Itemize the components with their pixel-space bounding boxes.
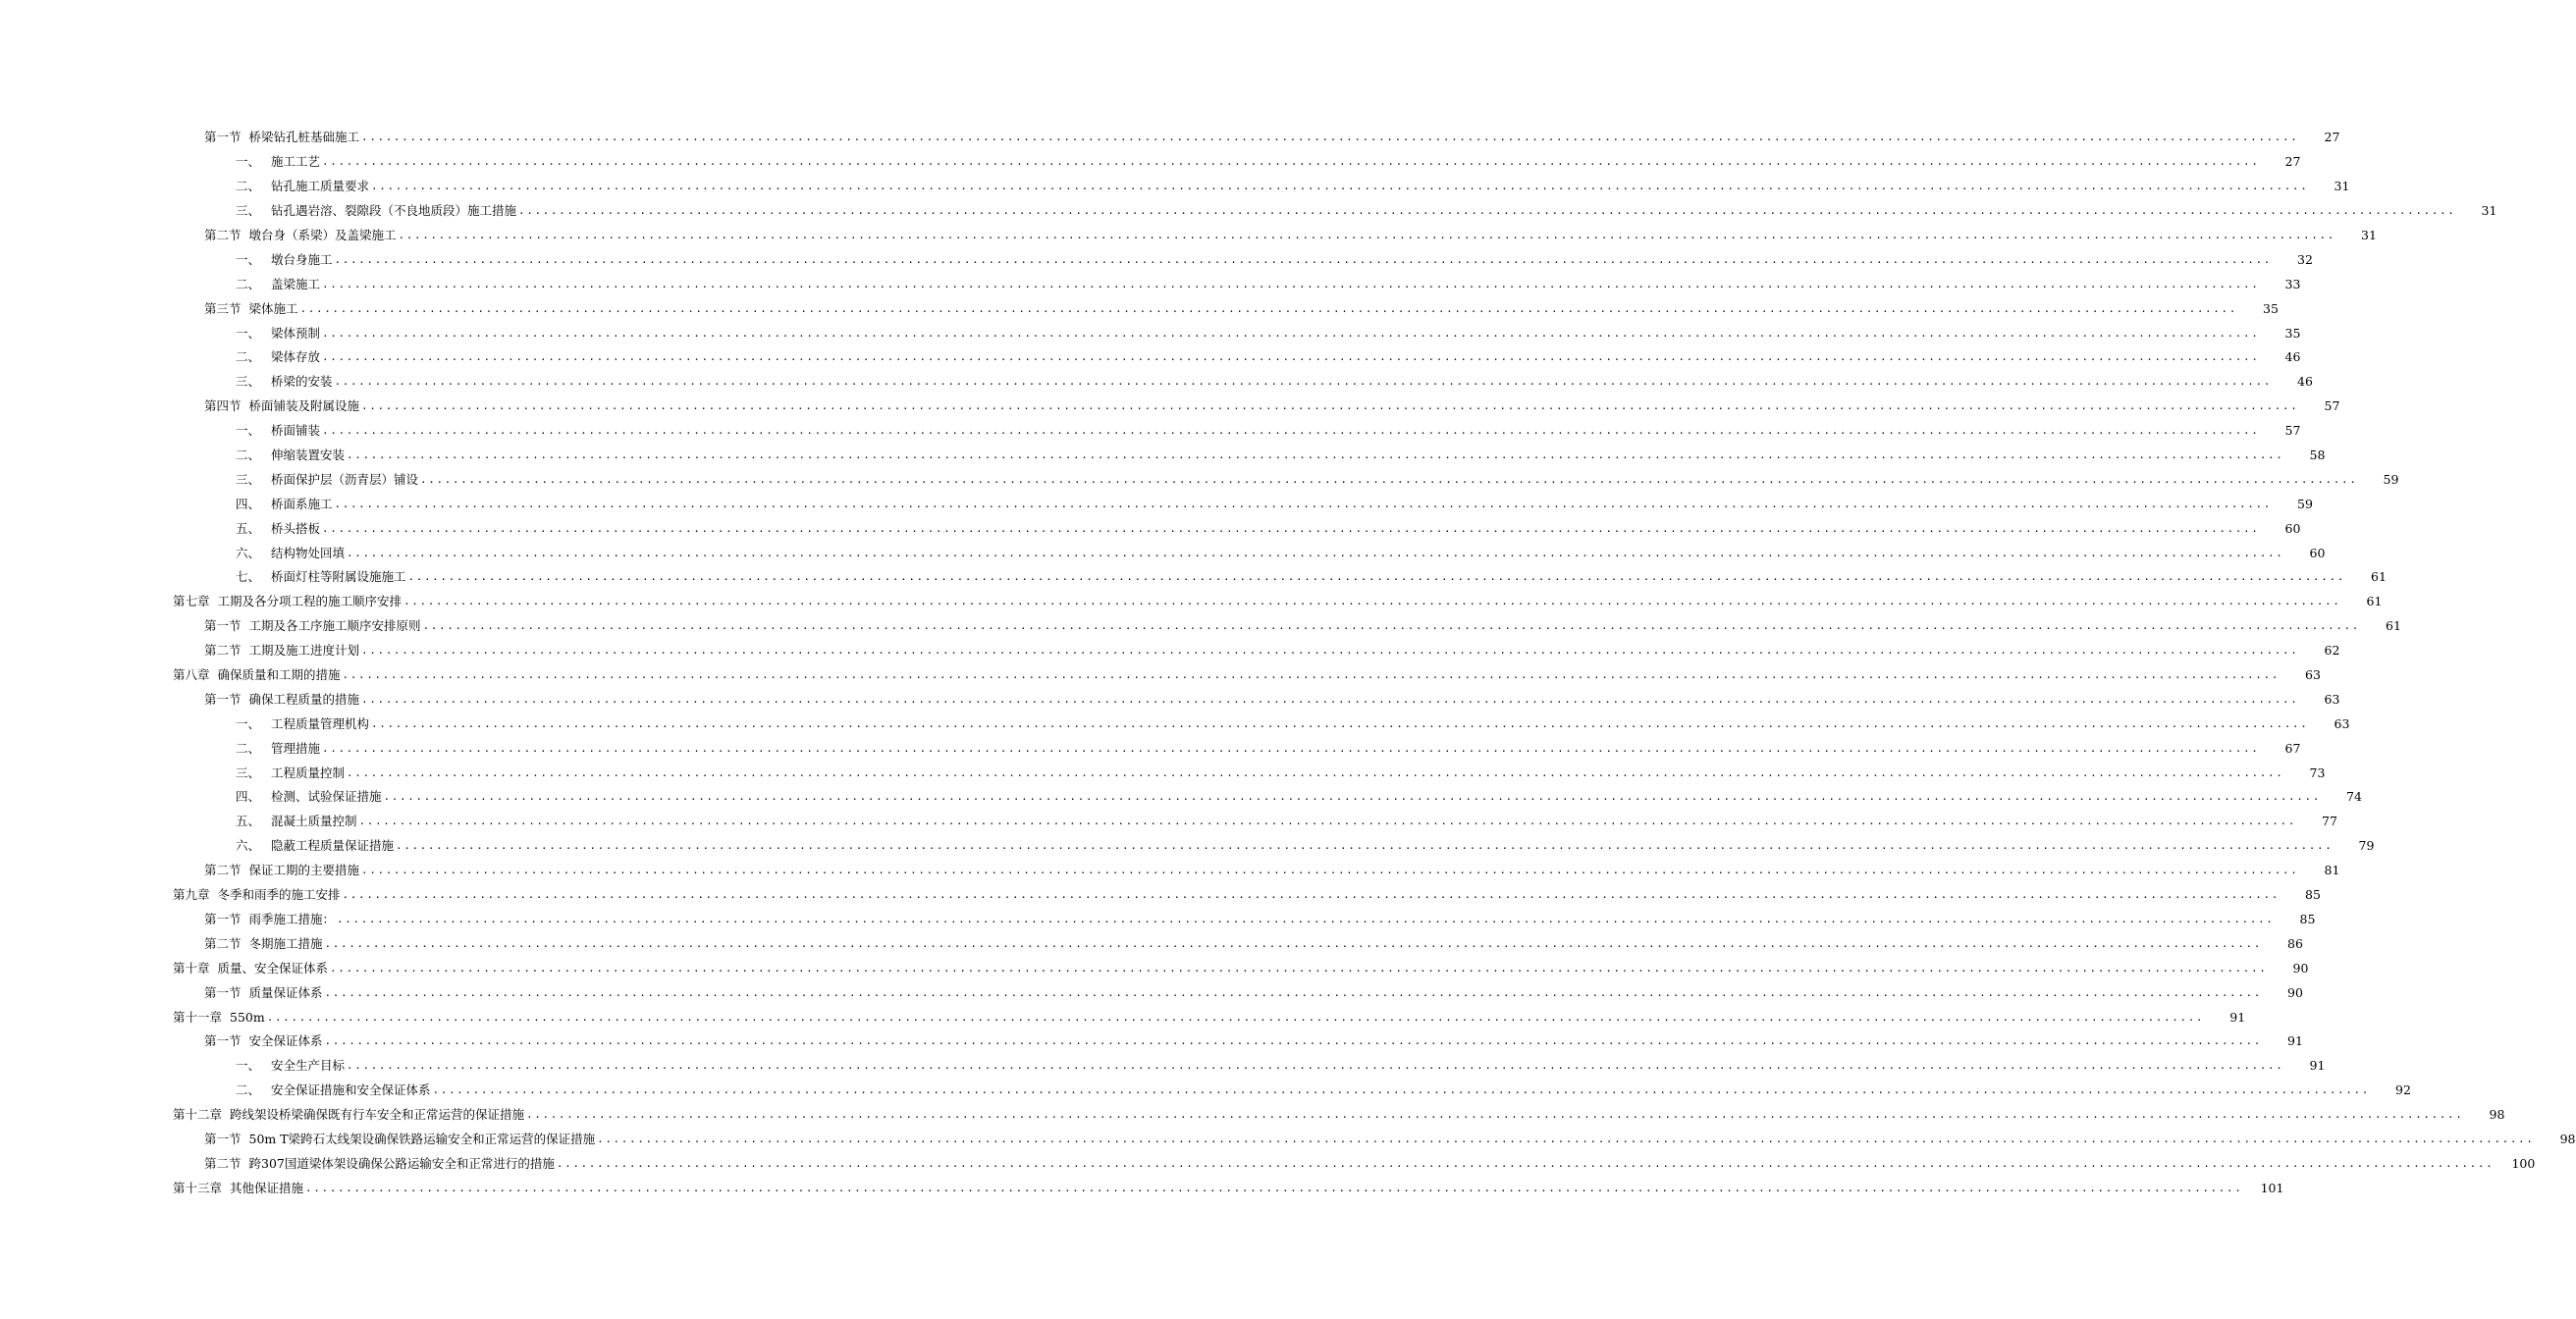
toc-entry[interactable] xyxy=(0,565,2387,590)
dot-leader: ................................................................................................................................................................................................................................................ xyxy=(403,595,2341,608)
toc-entry-number: 第一节 xyxy=(204,618,242,634)
toc-entry-title: 混凝土质量控制 xyxy=(271,814,357,829)
dot-leader: ................................................................................................................................................................................................................................................ xyxy=(324,1034,2262,1048)
toc-entry[interactable] xyxy=(0,492,2313,516)
toc-entry-title: 冬季和雨季的施工安排 xyxy=(217,887,341,903)
toc-entry-page: 74 xyxy=(2346,789,2362,805)
toc-entry-number: 一、 xyxy=(236,251,261,267)
dot-leader: ................................................................................................................................................................................................................................................ xyxy=(347,765,2284,779)
dot-leader: ................................................................................................................................................................................................................................................ xyxy=(396,839,2334,853)
toc-entry-title: 550m xyxy=(230,1009,265,1025)
toc-entry-title: 安全保证措施和安全保证体系 xyxy=(271,1082,431,1098)
dot-leader: ................................................................................................................................................................................................................................................ xyxy=(432,1083,2370,1097)
toc-entry[interactable] xyxy=(0,224,2377,248)
toc-entry-title: 钻孔施工质量要求 xyxy=(271,179,370,194)
toc-entry-title: 结构物处回填 xyxy=(271,545,346,560)
dot-leader: ................................................................................................................................................................................................................................................ xyxy=(347,1059,2284,1073)
toc-entry-page: 57 xyxy=(2284,423,2301,439)
toc-entry-title: 跨307国道梁体架设确保公路运输安全和正常进行的措施 xyxy=(248,1155,555,1171)
toc-entry-title: 钻孔遇岩溶、裂隙段（不良地质段）施工措施 xyxy=(271,203,517,219)
toc-entry[interactable] xyxy=(0,296,2279,321)
toc-entry-page: 59 xyxy=(2383,471,2399,487)
toc-entry[interactable] xyxy=(0,614,2401,639)
toc-entry-number: 第三节 xyxy=(204,300,242,316)
toc-entry-number: 二、 xyxy=(236,1082,261,1098)
dot-leader: ................................................................................................................................................................................................................................................ xyxy=(398,229,2335,241)
toc-entry-number: 第一节 xyxy=(204,1033,242,1049)
toc-entry[interactable] xyxy=(0,712,2350,736)
toc-entry-title: 工程质量管理机构 xyxy=(271,715,370,731)
dot-leader: ................................................................................................................................................................................................................................................ xyxy=(334,252,2272,266)
toc-entry-title: 桥面铺装及附属设施 xyxy=(248,398,360,414)
toc-entry-title: 雨季施工措施： xyxy=(248,911,336,926)
dot-leader: ................................................................................................................................................................................................................................................ xyxy=(383,790,2321,804)
toc-entry[interactable] xyxy=(0,370,2313,395)
dot-leader: ................................................................................................................................................................................................................................................ xyxy=(322,350,2260,364)
toc-entry-number: 第十二章 xyxy=(173,1107,223,1123)
toc-entry-page: 59 xyxy=(2297,496,2313,511)
toc-entry-page: 63 xyxy=(2334,715,2350,731)
toc-entry-number: 第一节 xyxy=(204,984,242,1000)
toc-entry-title: 安全生产目标 xyxy=(271,1058,346,1074)
dot-leader: ................................................................................................................................................................................................................................................ xyxy=(361,692,2299,706)
toc-entry-number: 第九章 xyxy=(173,887,210,903)
toc-entry-number: 一、 xyxy=(236,1058,261,1074)
toc-entry-page: 46 xyxy=(2297,374,2313,390)
toc-entry-page: 27 xyxy=(2284,154,2301,170)
toc-entry-title: 确保工程质量的措施 xyxy=(248,691,360,707)
toc-entry-page: 60 xyxy=(2309,545,2326,560)
toc-entry[interactable] xyxy=(0,687,2340,712)
toc-entry-number: 第一节 xyxy=(204,691,242,707)
toc-entry-page: 35 xyxy=(2263,300,2279,316)
toc-entry-page: 27 xyxy=(2324,130,2340,145)
toc-entry-title: 盖梁施工 xyxy=(271,276,321,291)
toc-entry-title: 桥梁钻孔桩基础施工 xyxy=(248,130,360,145)
toc-entry-page: 81 xyxy=(2324,863,2340,878)
dot-leader: ................................................................................................................................................................................................................................................ xyxy=(347,546,2284,559)
toc-entry-page: 85 xyxy=(2305,887,2321,903)
toc-entry[interactable] xyxy=(0,956,2309,980)
toc-entry-page: 91 xyxy=(2309,1058,2326,1074)
toc-entry-number: 第二节 xyxy=(204,643,242,659)
toc-entry-number: 六、 xyxy=(236,545,261,560)
toc-entry-number: 第十三章 xyxy=(173,1180,223,1195)
toc-entry-page: 31 xyxy=(2481,203,2497,219)
dot-leader: ................................................................................................................................................................................................................................................ xyxy=(597,1132,2535,1145)
toc-entry-title: 桥面系施工 xyxy=(271,496,333,511)
toc-entry-page: 58 xyxy=(2309,448,2326,463)
toc-entry-number: 第十章 xyxy=(173,960,210,976)
toc-entry-page: 92 xyxy=(2395,1082,2411,1098)
dot-leader: ................................................................................................................................................................................................................................................ xyxy=(518,204,2456,218)
toc-entry-page: 90 xyxy=(2292,960,2309,976)
dot-leader: ................................................................................................................................................................................................................................................ xyxy=(526,1108,2464,1122)
toc-entry-title: 跨线架设桥梁确保既有行车安全和正常运营的保证措施 xyxy=(230,1107,525,1123)
toc-entry[interactable] xyxy=(0,467,2399,492)
toc-entry-number: 第一节 xyxy=(204,911,242,926)
toc-entry-title: 质量、安全保证体系 xyxy=(217,960,329,976)
toc-entry-page: 77 xyxy=(2322,814,2337,829)
toc-entry-page: 61 xyxy=(2371,569,2387,585)
toc-entry[interactable] xyxy=(0,1103,2505,1128)
dot-leader: ................................................................................................................................................................................................................................................ xyxy=(361,644,2299,658)
toc-entry-number: 三、 xyxy=(236,765,261,780)
toc-entry-title: 安全保证体系 xyxy=(248,1033,323,1049)
toc-entry-title: 工期及各工序施工顺序安排原则 xyxy=(248,618,421,634)
toc-entry[interactable] xyxy=(0,663,2321,688)
toc-entry[interactable] xyxy=(0,980,2303,1005)
toc-entry-title: 确保质量和工期的措施 xyxy=(217,667,341,683)
toc-entry-number: 三、 xyxy=(236,203,261,219)
dot-leader: ................................................................................................................................................................................................................................................ xyxy=(371,716,2309,730)
toc-entry-number: 第八章 xyxy=(173,667,210,683)
toc-entry-page: 86 xyxy=(2287,935,2303,951)
dot-leader: ................................................................................................................................................................................................................................................ xyxy=(322,155,2260,169)
toc-entry-page: 79 xyxy=(2358,838,2375,854)
toc-entry-page: 61 xyxy=(2386,618,2401,634)
toc-entry[interactable] xyxy=(0,126,2340,150)
toc-entry-number: 一、 xyxy=(236,715,261,731)
toc-entry-page: 46 xyxy=(2284,349,2301,365)
toc-entry-title: 保证工期的主要措施 xyxy=(248,863,360,878)
toc-entry-page: 60 xyxy=(2284,520,2301,536)
toc-entry-title: 管理措施 xyxy=(271,740,321,756)
toc-entry-title: 梁体存放 xyxy=(271,349,321,365)
dot-leader: ................................................................................................................................................................................................................................................ xyxy=(371,180,2309,193)
dot-leader: ................................................................................................................................................................................................................................................ xyxy=(556,1156,2495,1170)
dot-leader: ................................................................................................................................................................................................................................................ xyxy=(361,864,2299,877)
table-of-contents xyxy=(0,126,2576,1200)
dot-leader: ................................................................................................................................................................................................................................................ xyxy=(322,521,2260,535)
toc-entry-title: 工期及各分项工程的施工顺序安排 xyxy=(217,594,402,609)
toc-entry-title: 冬期施工措施 xyxy=(248,935,323,951)
toc-entry-page: 90 xyxy=(2287,984,2303,1000)
toc-entry-number: 第一节 xyxy=(204,130,242,145)
toc-entry[interactable] xyxy=(0,1029,2303,1054)
dot-leader: ................................................................................................................................................................................................................................................ xyxy=(299,301,2237,315)
toc-entry[interactable] xyxy=(0,761,2326,785)
toc-entry-title: 桥头搭板 xyxy=(271,520,321,536)
toc-entry[interactable] xyxy=(0,1005,2246,1029)
dot-leader: ................................................................................................................................................................................................................................................ xyxy=(322,741,2260,755)
toc-entry[interactable] xyxy=(0,272,2301,296)
toc-entry-number: 二、 xyxy=(236,448,261,463)
toc-entry-number: 三、 xyxy=(236,374,261,390)
toc-entry-title: 检测、试验保证措施 xyxy=(271,789,382,805)
dot-leader: ................................................................................................................................................................................................................................................ xyxy=(420,472,2358,486)
toc-entry[interactable] xyxy=(0,1151,2536,1176)
toc-entry[interactable] xyxy=(0,1176,2284,1200)
toc-entry[interactable] xyxy=(0,150,2301,175)
toc-entry-number: 第十一章 xyxy=(173,1009,223,1025)
dot-leader: ................................................................................................................................................................................................................................................ xyxy=(337,912,2275,925)
dot-leader: ................................................................................................................................................................................................................................................ xyxy=(334,497,2272,510)
toc-entry[interactable] xyxy=(0,859,2340,883)
dot-leader: ................................................................................................................................................................................................................................................ xyxy=(324,936,2262,950)
toc-entry-title: 桥梁的安装 xyxy=(271,374,333,390)
toc-entry-title: 桥面保护层（沥青层）铺设 xyxy=(271,471,419,487)
toc-entry[interactable] xyxy=(0,908,2316,932)
dot-leader: ................................................................................................................................................................................................................................................ xyxy=(342,888,2280,902)
dot-leader: ................................................................................................................................................................................................................................................ xyxy=(361,399,2299,413)
toc-entry-page: 62 xyxy=(2324,643,2340,659)
toc-entry[interactable] xyxy=(0,541,2326,565)
dot-leader: ................................................................................................................................................................................................................................................ xyxy=(347,448,2284,462)
dot-leader: ................................................................................................................................................................................................................................................ xyxy=(361,131,2299,144)
toc-entry[interactable] xyxy=(0,419,2301,444)
toc-entry-page: 73 xyxy=(2309,765,2326,780)
toc-entry[interactable] xyxy=(0,1079,2411,1103)
toc-entry-title: 施工工艺 xyxy=(271,154,321,170)
toc-entry-number: 第七章 xyxy=(173,594,210,609)
toc-entry[interactable] xyxy=(0,736,2301,761)
toc-entry[interactable] xyxy=(0,516,2301,541)
toc-entry-title: 梁体施工 xyxy=(248,300,298,316)
toc-entry-number: 第二节 xyxy=(204,1155,242,1171)
toc-entry-page: 61 xyxy=(2366,594,2383,609)
toc-entry-title: 工期及施工进度计划 xyxy=(248,643,360,659)
toc-entry[interactable] xyxy=(0,785,2362,810)
toc-entry[interactable] xyxy=(0,395,2340,419)
toc-entry-page: 98 xyxy=(2559,1131,2576,1146)
toc-entry-page: 63 xyxy=(2305,667,2321,683)
toc-entry-page: 91 xyxy=(2229,1009,2246,1025)
toc-entry[interactable] xyxy=(0,444,2326,468)
dot-leader: ................................................................................................................................................................................................................................................ xyxy=(334,375,2272,389)
toc-entry-page: 98 xyxy=(2489,1107,2505,1123)
toc-entry-number: 二、 xyxy=(236,740,261,756)
toc-entry-title: 墩台身施工 xyxy=(271,251,333,267)
dot-leader: ................................................................................................................................................................................................................................................ xyxy=(266,1010,2205,1024)
toc-entry-page: 31 xyxy=(2334,179,2350,194)
toc-entry-number: 第一节 xyxy=(204,1131,242,1146)
toc-entry[interactable] xyxy=(0,931,2303,956)
toc-entry-title: 工程质量控制 xyxy=(271,765,346,780)
toc-entry-number: 四、 xyxy=(236,789,261,805)
toc-entry-number: 五、 xyxy=(236,814,261,829)
toc-entry-title: 50m T梁跨石太线架设确保铁路运输安全和正常运营的保证措施 xyxy=(248,1131,596,1146)
toc-entry-page: 33 xyxy=(2284,276,2301,291)
toc-entry-page: 101 xyxy=(2260,1180,2284,1195)
toc-entry[interactable] xyxy=(0,639,2340,663)
toc-entry-number: 第二节 xyxy=(204,228,242,242)
toc-entry[interactable] xyxy=(0,199,2497,224)
toc-entry[interactable] xyxy=(0,810,2337,834)
toc-entry[interactable] xyxy=(0,321,2301,345)
toc-entry[interactable] xyxy=(0,1128,2576,1152)
toc-entry-number: 五、 xyxy=(236,520,261,536)
dot-leader: ................................................................................................................................................................................................................................................ xyxy=(422,619,2360,633)
toc-entry[interactable] xyxy=(0,1054,2326,1079)
toc-entry-page: 57 xyxy=(2324,398,2340,414)
toc-entry-page: 100 xyxy=(2511,1155,2536,1171)
toc-entry-title: 梁体预制 xyxy=(271,325,321,341)
dot-leader: ................................................................................................................................................................................................................................................ xyxy=(358,815,2296,828)
dot-leader: ................................................................................................................................................................................................................................................ xyxy=(407,570,2345,584)
toc-entry[interactable] xyxy=(0,247,2313,272)
dot-leader: ................................................................................................................................................................................................................................................ xyxy=(342,668,2280,682)
toc-entry-page: 91 xyxy=(2287,1033,2303,1049)
toc-entry[interactable] xyxy=(0,834,2375,859)
toc-entry[interactable] xyxy=(0,883,2321,908)
toc-entry-number: 第四节 xyxy=(204,398,242,414)
dot-leader: ................................................................................................................................................................................................................................................ xyxy=(322,277,2260,290)
toc-entry-number: 二、 xyxy=(236,179,261,194)
toc-entry[interactable] xyxy=(0,175,2350,199)
toc-entry-title: 伸缩装置安装 xyxy=(271,448,346,463)
toc-entry-title: 桥面铺装 xyxy=(271,423,321,439)
toc-entry-title: 隐蔽工程质量保证措施 xyxy=(271,838,395,854)
toc-entry-title: 其他保证措施 xyxy=(230,1180,304,1195)
toc-entry-title: 墩台身（系梁）及盖梁施工 xyxy=(248,228,397,242)
toc-entry-number: 六、 xyxy=(236,838,261,854)
toc-entry-page: 32 xyxy=(2297,251,2313,267)
toc-entry-title: 质量保证体系 xyxy=(248,984,323,1000)
toc-entry-page: 63 xyxy=(2324,691,2340,707)
toc-entry-number: 七、 xyxy=(236,569,261,585)
toc-entry-number: 二、 xyxy=(236,276,261,291)
toc-entry-number: 一、 xyxy=(236,154,261,170)
toc-entry-number: 二、 xyxy=(236,349,261,365)
toc-entry-page: 67 xyxy=(2284,740,2301,756)
toc-entry-number: 第二节 xyxy=(204,935,242,951)
dot-leader: ................................................................................................................................................................................................................................................ xyxy=(322,326,2260,340)
toc-entry-number: 第二节 xyxy=(204,863,242,878)
toc-entry-page: 35 xyxy=(2284,325,2301,341)
toc-entry-number: 三、 xyxy=(236,471,261,487)
dot-leader: ................................................................................................................................................................................................................................................ xyxy=(330,961,2268,975)
toc-entry-page: 85 xyxy=(2299,911,2316,926)
toc-entry-page: 31 xyxy=(2361,228,2377,242)
toc-entry-number: 一、 xyxy=(236,325,261,341)
dot-leader: ................................................................................................................................................................................................................................................ xyxy=(324,985,2262,999)
toc-entry-title: 桥面灯柱等附属设施施工 xyxy=(271,569,406,585)
dot-leader: ................................................................................................................................................................................................................................................ xyxy=(305,1181,2243,1194)
toc-entry-number: 一、 xyxy=(236,423,261,439)
dot-leader: ................................................................................................................................................................................................................................................ xyxy=(322,424,2260,438)
toc-entry[interactable] xyxy=(0,345,2301,370)
toc-entry-number: 四、 xyxy=(236,496,261,511)
toc-entry[interactable] xyxy=(0,590,2383,614)
